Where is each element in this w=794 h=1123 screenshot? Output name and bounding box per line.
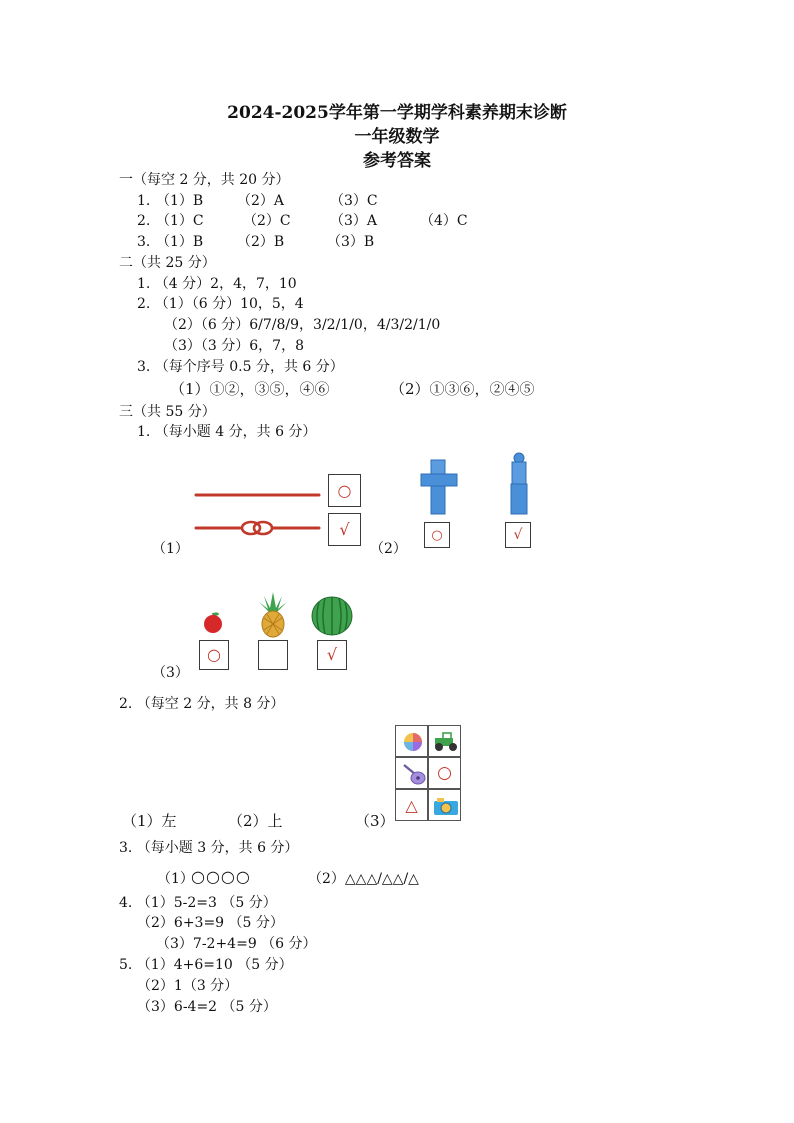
doc-subtitle: 一年级数学 xyxy=(354,127,440,147)
s3-q5c: （3）6-4=2 （5 分） xyxy=(137,999,277,1015)
s1-q2-a4: （4）C xyxy=(420,213,468,229)
ball-icon xyxy=(403,732,423,752)
s3-q4: 4. （1）5-2=3 （5 分） xyxy=(119,895,277,911)
s3-q2-2: （2）上 xyxy=(228,812,283,830)
s2-q1: 1. （4 分）2，4，7，10 xyxy=(137,276,297,292)
s1-q1-a2: （2）A xyxy=(237,193,285,209)
s3-q1-1-label: （1） xyxy=(152,541,189,557)
s2-q2c: （3）（3 分）6，7，8 xyxy=(164,338,304,354)
s3-q5: 5. （1）4+6=10 （5 分） xyxy=(119,957,293,973)
s1-q3-a1: （1）B xyxy=(156,234,204,250)
s3-q2-3: （3） xyxy=(355,812,395,830)
circle-mark: ○ xyxy=(207,645,221,664)
camera-icon xyxy=(433,797,459,817)
s2-q3b: （2）①③⑥，②④⑤ xyxy=(390,380,535,398)
grid-cell-camera xyxy=(428,789,461,821)
answer-box-tower xyxy=(505,522,531,548)
s1-q1-a1: （1）B xyxy=(156,193,204,209)
tractor-icon xyxy=(432,732,460,752)
check-mark: √ xyxy=(326,645,338,664)
s2-q3a: （1）①②，③⑤，④⑥ xyxy=(170,380,330,398)
cross-blocks-icon xyxy=(420,458,460,518)
guitar-icon xyxy=(400,762,426,786)
answer-box-watermelon xyxy=(317,640,347,670)
s3-q4b: （2）6+3=9 （5 分） xyxy=(137,915,284,931)
tower-blocks-icon xyxy=(508,452,530,518)
s1-q2-a1: （1）C xyxy=(156,213,204,229)
answer-box-pineapple xyxy=(258,640,288,670)
s1-q3-a2: （2）B xyxy=(237,234,285,250)
circle-mark: ○ xyxy=(337,480,352,500)
s1-q2-a2: （2）C xyxy=(243,213,291,229)
s3-q2: 2. （每空 2 分，共 8 分） xyxy=(119,696,285,712)
check-mark: √ xyxy=(513,527,523,543)
section3-heading: 三（共 55 分） xyxy=(119,404,216,420)
s2-q2: 2. （1）（6 分）10，5，4 xyxy=(137,296,304,312)
watermelon-icon xyxy=(311,596,353,636)
pineapple-icon xyxy=(258,592,288,638)
s1-q1-num: 1. xyxy=(137,193,151,209)
grid-cell-triangle: △ xyxy=(395,789,428,821)
rope-knotted-icon xyxy=(195,518,321,542)
circle-mark: ○ xyxy=(431,527,443,543)
s1-q2-a3: （3）A xyxy=(330,213,378,229)
grid-cell-guitar xyxy=(395,757,428,789)
s3-q3-2: （2）△△△/△△/△ xyxy=(308,871,419,887)
doc-heading: 参考答案 xyxy=(363,151,431,171)
s2-q2b: （2）（6 分）6/7/8/9，3/2/1/0，4/3/2/1/0 xyxy=(164,317,441,333)
answer-box-apple xyxy=(199,640,229,670)
section2-heading: 二（共 25 分） xyxy=(119,255,216,271)
s1-q3-a3: （3）B xyxy=(327,234,375,250)
s2-q3: 3. （每个序号 0.5 分，共 6 分） xyxy=(137,359,344,375)
answer-box-cross xyxy=(424,522,450,548)
grid-cell-ball xyxy=(395,725,428,757)
doc-title: 2024-2025学年第一学期学科素养期末诊断 xyxy=(227,103,567,123)
grid-cell-tractor xyxy=(428,725,461,757)
s1-q2-num: 2. xyxy=(137,213,151,229)
position-grid xyxy=(395,725,461,821)
apple-icon xyxy=(202,610,224,634)
s3-q1-2-label: （2） xyxy=(370,541,407,557)
s3-q5b: （2）1（3 分） xyxy=(137,978,239,994)
s3-q3-1-label: （1） xyxy=(157,871,194,887)
rope-straight-icon xyxy=(195,490,321,500)
s1-q3-num: 3. xyxy=(137,234,151,250)
check-mark: √ xyxy=(339,519,350,539)
s3-q4c: （3）7-2+4=9 （6 分） xyxy=(156,936,317,952)
answer-box-rope-straight xyxy=(328,474,361,507)
s3-q3-1-answer: ○○○○ xyxy=(191,867,251,886)
section1-heading: 一（每空 2 分，共 20 分） xyxy=(119,172,290,188)
s3-q1: 1. （每小题 4 分，共 6 分） xyxy=(137,424,317,440)
answer-box-rope-knotted xyxy=(328,513,361,546)
grid-cell-circle: ○ xyxy=(428,757,461,789)
s3-q3: 3. （每小题 3 分，共 6 分） xyxy=(119,840,299,856)
s3-q1-3-label: （3） xyxy=(152,665,189,681)
s3-q2-1: （1）左 xyxy=(122,812,177,830)
s1-q1-a3: （3）C xyxy=(330,193,378,209)
